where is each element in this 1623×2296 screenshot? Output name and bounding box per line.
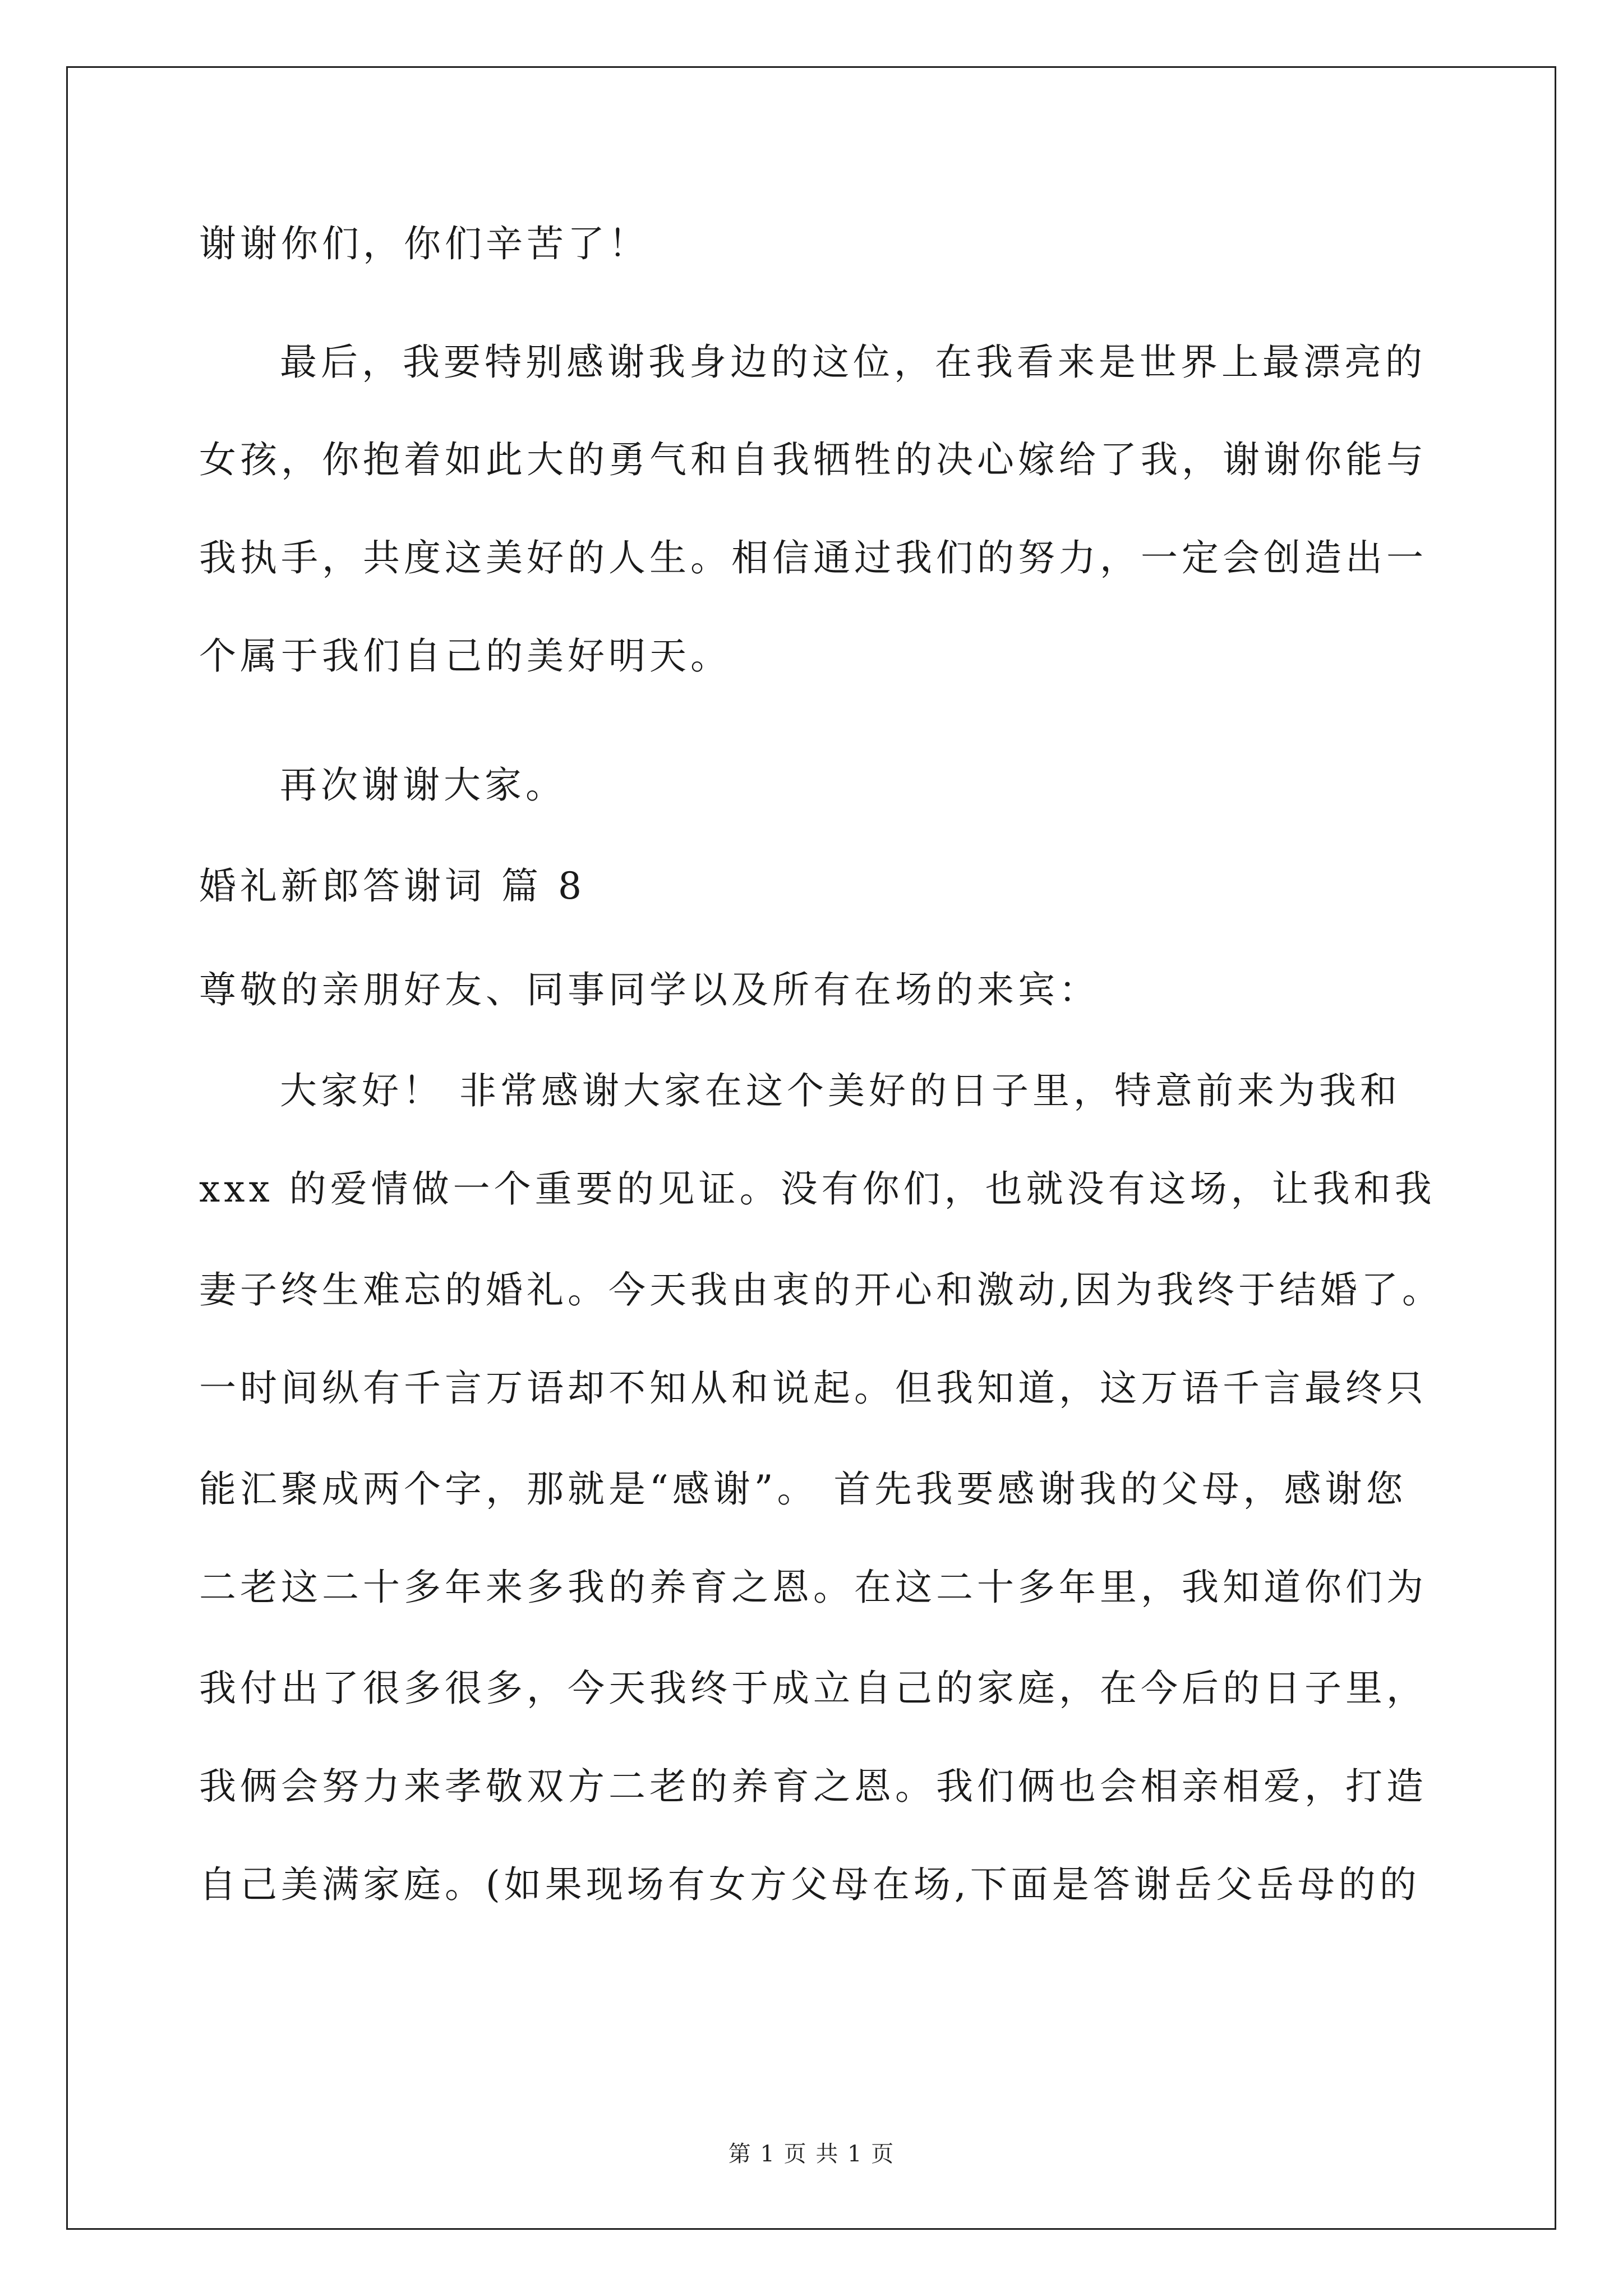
text-line: 我付出了很多很多，今天我终于成立自己的家庭，在今后的日子里， bbox=[199, 1667, 1427, 1710]
text-line: 自己美满家庭。(如果现场有女方父母在场,下面是答谢岳父岳母的的 bbox=[199, 1863, 1421, 1906]
text-line: 最后，我要特别感谢我身边的这位，在我看来是世界上最漂亮的 bbox=[280, 341, 1426, 384]
salutation: 尊敬的亲朋好友、同事同学以及所有在场的来宾： bbox=[199, 968, 1100, 1011]
text-line: 个属于我们自己的美好明天。 bbox=[199, 634, 731, 678]
section-heading: 婚礼新郎答谢词 篇 8 bbox=[199, 864, 585, 908]
text-line: 能汇聚成两个字，那就是“感谢”。 首先我要感谢我的父母，感谢您 bbox=[199, 1467, 1407, 1511]
text-line: 一时间纵有千言万语却不知从和说起。但我知道，这万语千言最终只 bbox=[199, 1366, 1427, 1410]
text-line: 大家好！ 非常感谢大家在这个美好的日子里，特意前来为我和 bbox=[280, 1069, 1401, 1112]
text-line: 女孩，你抱着如此大的勇气和自我牺牲的决心嫁给了我，谢谢你能与 bbox=[199, 438, 1427, 481]
text-line: 再次谢谢大家。 bbox=[280, 763, 566, 807]
text-line: xxx 的爱情做一个重要的见证。没有你们，也就没有这场，让我和我 bbox=[199, 1167, 1436, 1211]
page-footer: 第 1 页 共 1 页 bbox=[728, 2141, 895, 2167]
text-line: 谢谢你们，你们辛苦了！ bbox=[199, 222, 649, 265]
text-line: 我俩会努力来孝敬双方二老的养育之恩。我们俩也会相亲相爱，打造 bbox=[199, 1765, 1427, 1808]
text-line: 二老这二十多年来多我的养育之恩。在这二十多年里，我知道你们为 bbox=[199, 1566, 1427, 1609]
text-line: 我执手，共度这美好的人生。相信通过我们的努力，一定会创造出一 bbox=[199, 536, 1427, 579]
text-line: 妻子终生难忘的婚礼。今天我由衷的开心和激动,因为我终于结婚了。 bbox=[199, 1268, 1443, 1312]
